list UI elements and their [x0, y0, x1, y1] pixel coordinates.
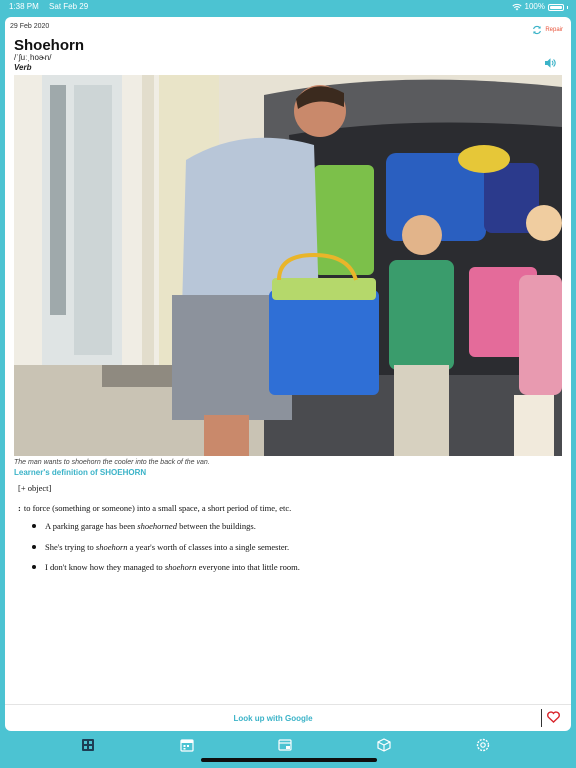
status-date: Sat Feb 29: [49, 2, 89, 11]
photo-caption: The man wants to shoehorn the cooler into the back of the van.: [14, 459, 210, 466]
headword: Shoehorn: [14, 37, 84, 54]
example-item: A parking garage has been shoehorned between the buildings.: [32, 521, 300, 542]
words-icon[interactable]: [81, 738, 95, 752]
cube-icon[interactable]: [377, 738, 391, 752]
tab-bar: [0, 731, 576, 768]
battery-icon: [548, 4, 564, 11]
google-lookup-button[interactable]: Look up with Google: [233, 714, 313, 723]
word-card: [5, 17, 571, 731]
learner-definition-heading: Learner's definition of SHOEHORN: [14, 468, 147, 477]
example-item: I don't know how they managed to shoehorn everyone into that little room.: [32, 562, 300, 583]
status-time: 1:38 PM: [9, 2, 39, 11]
browser-icon[interactable]: [278, 738, 292, 752]
speaker-icon[interactable]: [544, 57, 557, 69]
definition: [18, 503, 291, 513]
entry-date: 29 Feb 2020: [10, 23, 50, 30]
settings-icon[interactable]: [476, 738, 490, 752]
grammar-tag: [+ object]: [18, 483, 52, 493]
status-bar: [0, 0, 576, 14]
definition-marker: :: [18, 503, 21, 513]
divider: [541, 709, 542, 727]
pronunciation: /ˈʃuːˌhoɚn/: [14, 53, 52, 62]
example-item: She's trying to shoehorn a year's worth of classes into a single semester.: [32, 542, 300, 563]
wifi-icon: [512, 3, 522, 11]
repair-button[interactable]: [532, 25, 563, 35]
part-of-speech: Verb: [14, 63, 32, 72]
battery-percent: 100%: [524, 2, 545, 11]
definition-text: to force (something or someone) into a small space, a short period of time, etc.: [23, 503, 292, 513]
calendar-icon[interactable]: [180, 738, 194, 752]
heart-icon[interactable]: [547, 711, 560, 723]
illustration-photo: [14, 75, 562, 456]
home-indicator: [201, 758, 377, 762]
repair-label: Repair: [545, 27, 563, 33]
examples-list: [32, 521, 300, 583]
card-bottom-bar: [5, 704, 571, 731]
refresh-icon: [532, 25, 542, 35]
